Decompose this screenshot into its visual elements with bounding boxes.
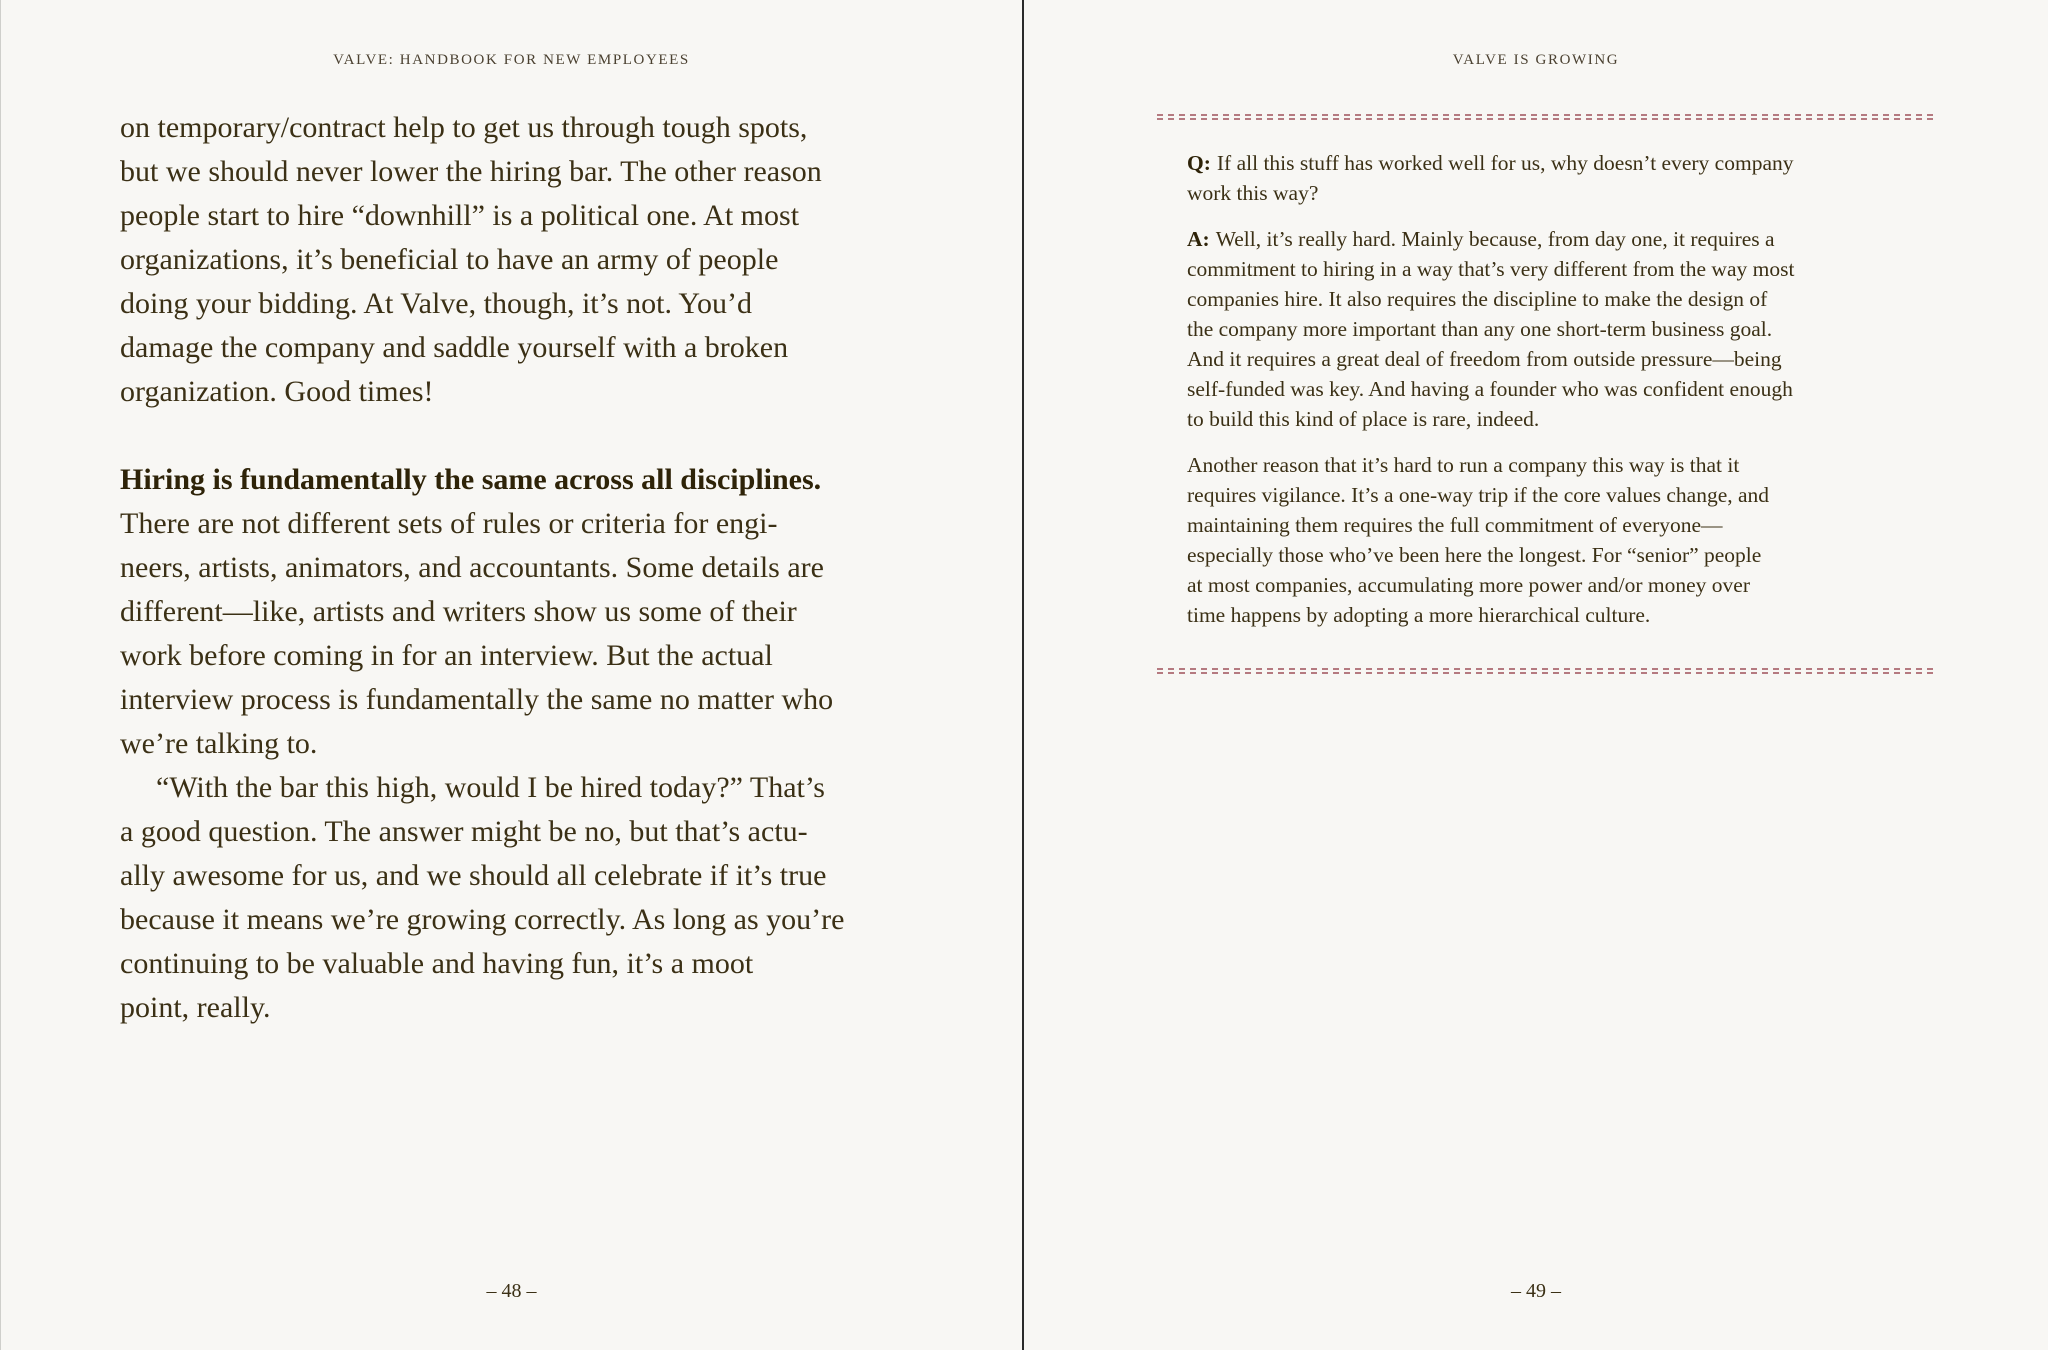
sidebar-top-rule xyxy=(1157,114,1935,120)
left-page-body xyxy=(120,106,900,1030)
body-line: organization. Good times! xyxy=(120,375,434,408)
sidebar-bottom-rule xyxy=(1157,668,1935,674)
body-line: neers, artists, animators, and accountants. Some details are xyxy=(120,551,824,584)
body-line: different—like, artists and writers show us some of their xyxy=(120,595,797,628)
body-line: continuing to be valuable and having fun, it’s a moot xyxy=(120,947,754,980)
sidebar-line: work this way? xyxy=(1187,181,1319,205)
body-line: organizations, it’s beneficial to have an army of people xyxy=(120,243,779,276)
body-line: because it means we’re growing correctly. As long as you’re xyxy=(120,903,845,936)
body-line: work before coming in for an interview. But the actual xyxy=(120,639,773,672)
answer-label: A: xyxy=(1187,227,1210,251)
body-line: point, really. xyxy=(120,991,271,1024)
section-heading: Hiring is fundamentally the same across all disciplines. xyxy=(120,463,822,496)
sidebar-paragraph xyxy=(1187,450,1915,630)
body-line: interview process is fundamentally the same no matter who xyxy=(120,683,834,716)
sidebar-line: time happens by adopting a more hierarchical culture. xyxy=(1187,603,1651,627)
sidebar-line: requires vigilance. It’s a one-way trip if the core values change, and xyxy=(1187,483,1770,507)
body-line: ally awesome for us, and we should all celebrate if it’s true xyxy=(120,859,827,892)
sidebar-line: Well, it’s really hard. Mainly because, from day one, it requires a xyxy=(1215,227,1775,251)
body-line: There are not different sets of rules or criteria for engi- xyxy=(120,507,778,540)
page-number-left: – 48 – xyxy=(486,1280,537,1302)
body-line: but we should never lower the hiring bar. The other reason xyxy=(120,155,822,188)
body-line: damage the company and saddle yourself with a broken xyxy=(120,331,789,364)
qa-sidebar xyxy=(1187,148,1915,646)
sidebar-line: to build this kind of place is rare, indeed. xyxy=(1187,407,1540,431)
running-head-left: VALVE: HANDBOOK FOR NEW EMPLOYEES xyxy=(333,52,690,68)
running-head-right: VALVE IS GROWING xyxy=(1452,52,1620,68)
answer-block xyxy=(1187,224,1915,434)
sidebar-line: companies hire. It also requires the discipline to make the design of xyxy=(1187,287,1768,311)
body-line: people start to hire “downhill” is a political one. At most xyxy=(120,199,800,232)
question-label: Q: xyxy=(1187,151,1211,175)
body-line: doing your bidding. At Valve, though, it’s not. You’d xyxy=(120,287,752,320)
body-line: we’re talking to. xyxy=(120,727,318,760)
page-number-right: – 49 – xyxy=(1511,1280,1561,1302)
sidebar-line: self-funded was key. And having a founder who was confident enough xyxy=(1187,377,1793,401)
question-block xyxy=(1187,148,1915,208)
sidebar-line: Another reason that it’s hard to run a company this way is that it xyxy=(1187,453,1740,477)
sidebar-line: the company more important than any one short-term business goal. xyxy=(1187,317,1773,341)
body-line: a good question. The answer might be no, but that’s actu- xyxy=(120,815,808,848)
sidebar-line: especially those who’ve been here the longest. For “senior” people xyxy=(1187,543,1762,567)
sidebar-line: If all this stuff has worked well for us, why doesn’t every company xyxy=(1216,151,1794,175)
sidebar-line: at most companies, accumulating more power and/or money over xyxy=(1187,573,1751,597)
sidebar-line: commitment to hiring in a way that’s very different from the way most xyxy=(1187,257,1795,281)
paragraph-gap xyxy=(120,414,900,458)
sidebar-line: maintaining them requires the full commitment of everyone— xyxy=(1187,513,1723,537)
body-line: on temporary/contract help to get us through tough spots, xyxy=(120,111,808,144)
body-line: “With the bar this high, would I be hired today?” That’s xyxy=(156,771,825,804)
sidebar-line: And it requires a great deal of freedom from outside pressure—being xyxy=(1187,347,1782,371)
